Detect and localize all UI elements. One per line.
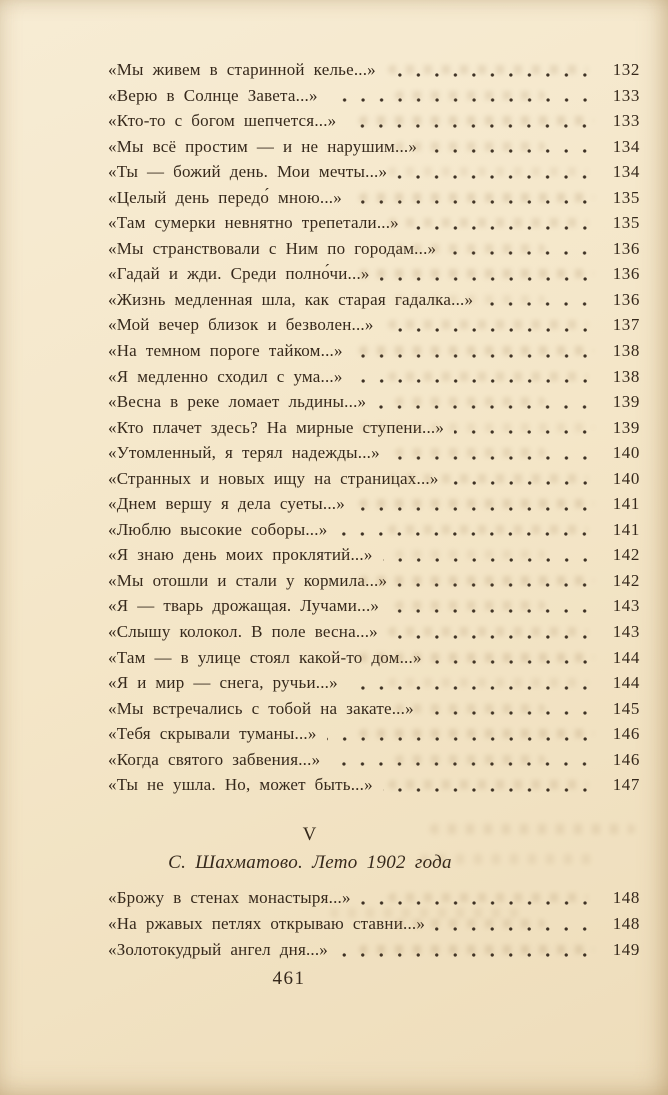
toc-row bbox=[108, 312, 640, 338]
poem-title: «Мы всё простим — и не нарушим...» bbox=[108, 136, 418, 156]
dot-leader bbox=[388, 619, 598, 645]
toc-row bbox=[108, 619, 640, 645]
toc-row bbox=[108, 210, 640, 236]
poem-title: «Странных и новых ищу на страницах...» bbox=[108, 468, 439, 488]
poem-title: «Мой вечер близок и безволен...» bbox=[108, 315, 374, 335]
poem-title: «Кто плачет здесь? На мирные ступени...» bbox=[108, 417, 445, 437]
dot-leader bbox=[409, 210, 598, 236]
page-ref: 141 bbox=[612, 494, 640, 514]
dot-leader bbox=[483, 287, 598, 313]
dot-leader bbox=[353, 364, 598, 390]
dot-leader bbox=[346, 108, 598, 134]
page-ref: 144 bbox=[612, 673, 640, 693]
toc-row bbox=[108, 885, 640, 911]
toc-row bbox=[108, 287, 640, 313]
poem-title: «Люблю высокие соборы...» bbox=[108, 519, 328, 539]
poem-title: «Мы встречались с тобой на закате...» bbox=[108, 698, 414, 718]
toc-row bbox=[108, 159, 640, 185]
toc-row bbox=[108, 721, 640, 747]
toc-row bbox=[108, 593, 640, 619]
dot-leader bbox=[449, 466, 598, 492]
dot-leader bbox=[376, 389, 598, 415]
page-ref: 136 bbox=[612, 264, 640, 284]
poem-title: «Ты — божий день. Мои мечты...» bbox=[108, 162, 388, 182]
poem-title: «На ржавых петлях открываю ставни...» bbox=[108, 913, 426, 933]
toc-row bbox=[108, 491, 640, 517]
section-entries-list bbox=[108, 885, 640, 963]
toc-row bbox=[108, 364, 640, 390]
table-of-contents bbox=[108, 57, 640, 991]
page-ref: 143 bbox=[612, 596, 640, 616]
toc-row bbox=[108, 568, 640, 594]
poem-title: «Гадай и жди. Среди полно́чи...» bbox=[108, 264, 370, 284]
toc-row bbox=[108, 747, 640, 773]
dot-leader bbox=[380, 261, 598, 287]
toc-row bbox=[108, 772, 640, 798]
page-ref: 133 bbox=[612, 111, 640, 131]
dot-leader bbox=[338, 937, 598, 963]
page-ref: 140 bbox=[612, 443, 640, 463]
poem-title: «Целый день передо́ мною...» bbox=[108, 187, 342, 207]
poem-title: «Тебя скрывали туманы...» bbox=[108, 724, 317, 744]
poem-title: «Утомленный, я терял надежды...» bbox=[108, 443, 380, 463]
section-subtitle: С. Шахматово. Лето 1902 года bbox=[168, 851, 452, 873]
toc-row bbox=[108, 415, 640, 441]
section-numeral: V bbox=[302, 823, 318, 845]
dot-leader bbox=[390, 440, 598, 466]
toc-row bbox=[108, 134, 640, 160]
page-ref: 138 bbox=[612, 366, 640, 386]
toc-row bbox=[108, 542, 640, 568]
dot-leader bbox=[353, 338, 598, 364]
page-ref: 139 bbox=[612, 417, 640, 437]
page-ref: 135 bbox=[612, 187, 640, 207]
poem-title: «Весна в реке ломает льдины...» bbox=[108, 392, 367, 412]
page-ref: 140 bbox=[612, 468, 640, 488]
page-ref: 132 bbox=[612, 60, 640, 79]
dot-leader bbox=[327, 721, 598, 747]
dot-leader bbox=[386, 57, 598, 83]
poem-title: «Я знаю день моих проклятий...» bbox=[108, 545, 373, 565]
page-ref: 134 bbox=[612, 162, 640, 182]
dot-leader bbox=[432, 645, 598, 671]
page-ref: 137 bbox=[612, 315, 640, 335]
toc-row bbox=[108, 83, 640, 109]
poem-title: «Когда святого забвения...» bbox=[108, 749, 321, 769]
dot-leader bbox=[330, 747, 598, 773]
toc-row bbox=[108, 108, 640, 134]
dot-leader bbox=[427, 134, 598, 160]
poem-title: «Там — в улице стоял какой-то дом...» bbox=[108, 647, 422, 667]
dot-leader bbox=[383, 542, 598, 568]
dot-leader bbox=[397, 159, 598, 185]
section-header bbox=[108, 824, 512, 874]
page-ref: 149 bbox=[612, 939, 640, 959]
dot-leader bbox=[337, 517, 598, 543]
poem-title: «Ты не ушла. Но, может быть...» bbox=[108, 775, 373, 795]
toc-row bbox=[108, 937, 640, 963]
poem-title: «Там сумерки невнятно трепетали...» bbox=[108, 213, 399, 233]
page-ref: 142 bbox=[612, 545, 640, 565]
page-ref: 139 bbox=[612, 392, 640, 412]
toc-row bbox=[108, 466, 640, 492]
page-ref: 133 bbox=[612, 85, 640, 105]
toc-row bbox=[108, 670, 640, 696]
page-ref: 142 bbox=[612, 570, 640, 590]
toc-row bbox=[108, 696, 640, 722]
toc-entries-list bbox=[108, 57, 640, 798]
dot-leader bbox=[361, 885, 598, 911]
dot-leader bbox=[352, 185, 598, 211]
dot-leader bbox=[446, 236, 598, 262]
poem-title: «Жизнь медленная шла, как старая гадалка...» bbox=[108, 289, 474, 309]
poem-title: «Я медленно сходил с ума...» bbox=[108, 366, 343, 386]
page-ref: 146 bbox=[612, 724, 640, 744]
dot-leader bbox=[424, 696, 598, 722]
dot-leader bbox=[397, 568, 598, 594]
poem-title: «На темном пороге тайком...» bbox=[108, 341, 343, 361]
dot-leader bbox=[328, 83, 598, 109]
poem-title: «Мы странствовали с Ним по городам...» bbox=[108, 238, 437, 258]
poem-title: «Золотокудрый ангел дня...» bbox=[108, 939, 329, 959]
toc-row bbox=[108, 185, 640, 211]
dot-leader bbox=[348, 670, 598, 696]
poem-title: «Слышу колокол. В поле весна...» bbox=[108, 622, 378, 642]
poem-title: «Брожу в стенах монастыря...» bbox=[108, 887, 351, 907]
toc-row bbox=[108, 261, 640, 287]
poem-title: «Верю в Солнце Завета...» bbox=[108, 85, 318, 105]
page-ref: 145 bbox=[612, 698, 640, 718]
toc-row bbox=[108, 57, 640, 83]
toc-row bbox=[108, 236, 640, 262]
toc-row bbox=[108, 440, 640, 466]
dot-leader bbox=[435, 911, 598, 937]
page-ref: 143 bbox=[612, 622, 640, 642]
page-ref: 146 bbox=[612, 749, 640, 769]
page-ref: 138 bbox=[612, 341, 640, 361]
page-ref: 141 bbox=[612, 519, 640, 539]
poem-title: «Я — тварь дрожащая. Лучами...» bbox=[108, 596, 380, 616]
toc-row bbox=[108, 911, 640, 937]
dot-leader bbox=[355, 491, 598, 517]
toc-row bbox=[108, 645, 640, 671]
page-ref: 136 bbox=[612, 289, 640, 309]
page-ref: 136 bbox=[612, 238, 640, 258]
poem-title: «Я и мир — снега, ручьи...» bbox=[108, 673, 338, 693]
dot-leader bbox=[454, 415, 598, 441]
dot-leader bbox=[384, 312, 598, 338]
toc-row bbox=[108, 389, 640, 415]
page-ref: 147 bbox=[612, 775, 640, 795]
page-ref: 148 bbox=[612, 913, 640, 933]
page-ref: 135 bbox=[612, 213, 640, 233]
poem-title: «Мы отошли и стали у кормила...» bbox=[108, 570, 388, 590]
toc-row bbox=[108, 517, 640, 543]
poem-title: «Кто-то с богом шепчется...» bbox=[108, 111, 337, 131]
page-ref: 134 bbox=[612, 136, 640, 156]
poem-title: «Днем вершу я дела суеты...» bbox=[108, 494, 345, 514]
folio-page-number: 461 bbox=[272, 967, 306, 989]
toc-row bbox=[108, 338, 640, 364]
poem-title: «Мы живем в старинной келье...» bbox=[108, 60, 376, 79]
page-ref: 144 bbox=[612, 647, 640, 667]
dot-leader bbox=[389, 593, 598, 619]
page-ref: 148 bbox=[612, 887, 640, 907]
dot-leader bbox=[383, 772, 598, 798]
